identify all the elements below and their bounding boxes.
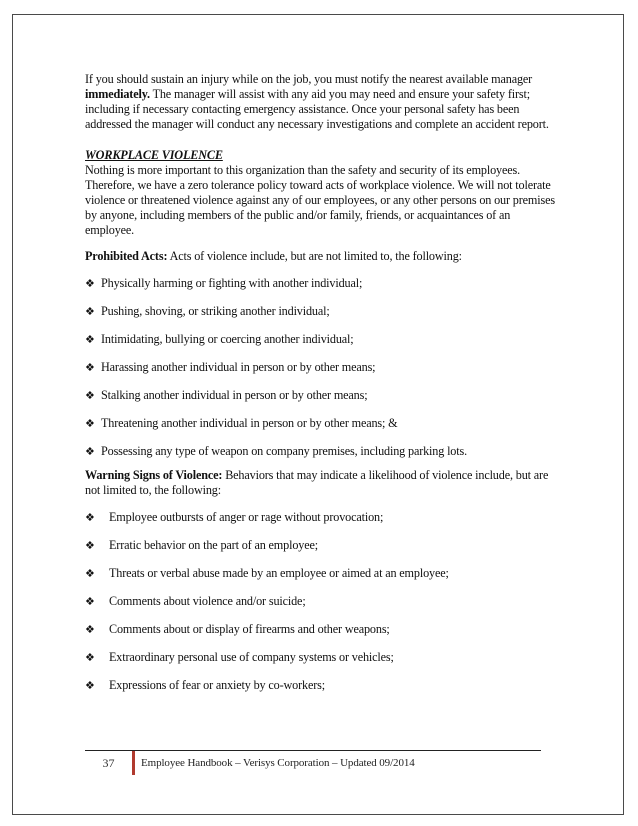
warning-signs-list	[85, 510, 560, 698]
prohibited-acts-lead	[85, 249, 560, 264]
footer-text: Employee Handbook – Verisys Corporation – Updated 09/2014	[141, 757, 415, 769]
list-item: ❖ Physically harming or fighting with another individual;	[85, 276, 363, 290]
document-body	[85, 72, 560, 698]
section-body: Nothing is more important to this organization than the safety and security of its employees. Therefore, we have a zero tolerance policy toward acts of workplace violence. We will not tolerate violence or threatened violence against any of our employees, or any other persons on our premises by anyone, including members of the public and/or family, friends, or acquaintances of an employee.	[85, 163, 555, 237]
list-item: ❖ Comments about or display of firearms and other weapons;	[85, 622, 390, 636]
list-item: ❖ Comments about violence and/or suicide;	[85, 594, 306, 608]
prohibited-acts-label: Prohibited Acts:	[85, 249, 168, 263]
list-item: ❖ Employee outbursts of anger or rage without provocation;	[85, 510, 384, 524]
intro-text: If you should sustain an injury while on the job, you must notify the nearest available manager	[85, 72, 533, 86]
warning-signs-label: Warning Signs of Violence:	[85, 468, 223, 482]
warning-signs-text: Behaviors that may indicate a likelihood of violence include, but are not limited to, the following:	[85, 468, 549, 497]
diamond-bullet-icon: ❖	[85, 511, 95, 524]
list-item: ❖ Extraordinary personal use of company systems or vehicles;	[85, 650, 394, 664]
diamond-bullet-icon: ❖	[85, 445, 95, 458]
list-item: ❖ Erratic behavior on the part of an employee;	[85, 538, 318, 552]
page-footer	[85, 750, 541, 775]
prohibited-acts-list	[85, 276, 560, 464]
prohibited-acts-text: Acts of violence include, but are not limited to, the following:	[167, 249, 462, 263]
injury-paragraph	[85, 72, 560, 132]
page-number: 37	[85, 751, 135, 775]
list-item: ❖ Expressions of fear or anxiety by co-workers;	[85, 678, 325, 692]
diamond-bullet-icon: ❖	[85, 595, 95, 608]
diamond-bullet-icon: ❖	[85, 305, 95, 318]
list-item: ❖ Threatening another individual in person or by other means; &	[85, 416, 398, 430]
diamond-bullet-icon: ❖	[85, 651, 95, 664]
warning-signs-lead	[85, 468, 560, 498]
diamond-bullet-icon: ❖	[85, 389, 95, 402]
list-item: ❖ Harassing another individual in person or by other means;	[85, 360, 376, 374]
list-item: ❖ Threats or verbal abuse made by an employee or aimed at an employee;	[85, 566, 449, 580]
diamond-bullet-icon: ❖	[85, 361, 95, 374]
diamond-bullet-icon: ❖	[85, 277, 95, 290]
diamond-bullet-icon: ❖	[85, 567, 95, 580]
diamond-bullet-icon: ❖	[85, 623, 95, 636]
diamond-bullet-icon: ❖	[85, 679, 95, 692]
diamond-bullet-icon: ❖	[85, 417, 95, 430]
section-title: WORKPLACE VIOLENCE	[85, 148, 223, 162]
list-item: ❖ Intimidating, bullying or coercing another individual;	[85, 332, 354, 346]
intro-text-continued: The manager will assist with any aid you may need and ensure your safety first; including if necessary contacting emergency assistance. Once your personal safety has been addressed the manager will conduct any necessary investigations and complete an accident report.	[85, 87, 549, 131]
list-item: ❖ Pushing, shoving, or striking another individual;	[85, 304, 330, 318]
list-item: ❖ Stalking another individual in person or by other means;	[85, 388, 368, 402]
intro-emphasis: immediately.	[85, 87, 150, 101]
diamond-bullet-icon: ❖	[85, 333, 95, 346]
list-item: ❖ Possessing any type of weapon on company premises, including parking lots.	[85, 444, 467, 458]
diamond-bullet-icon: ❖	[85, 539, 95, 552]
